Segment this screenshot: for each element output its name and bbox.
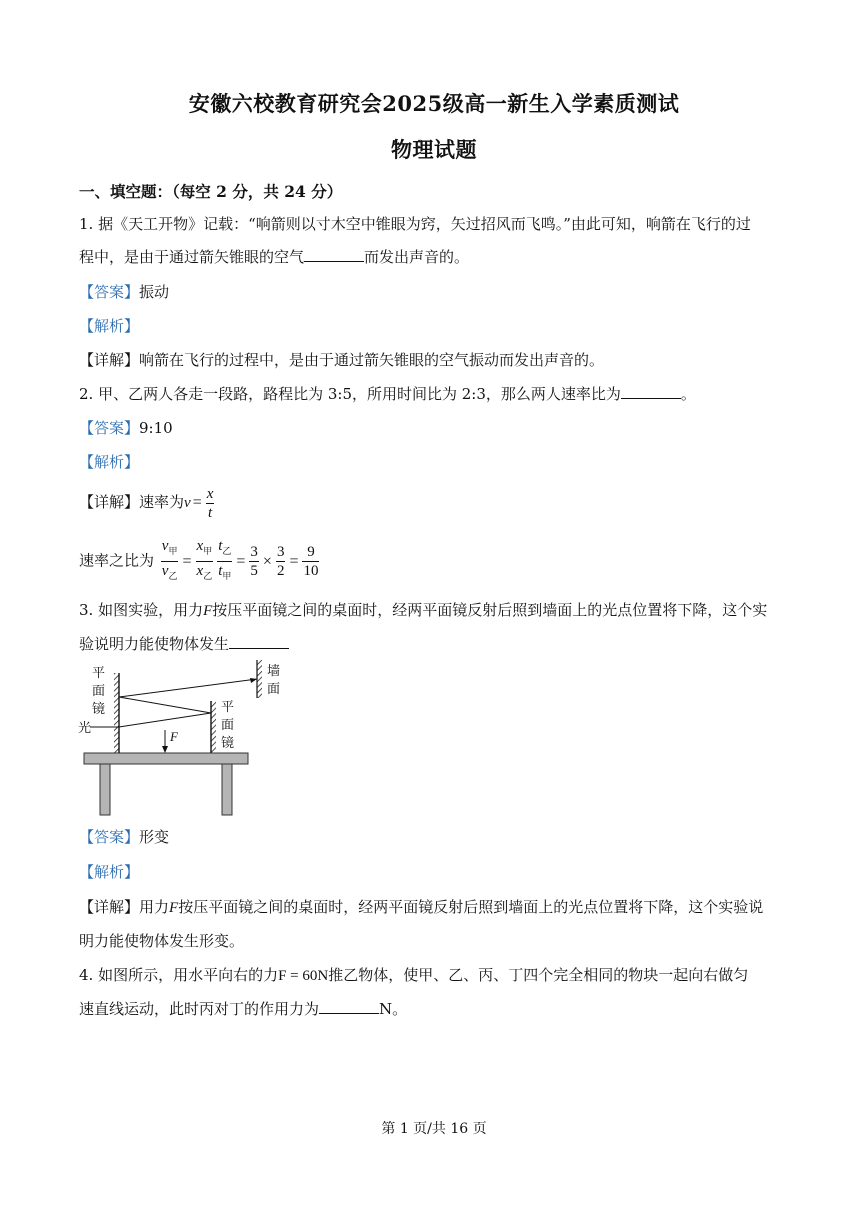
frac-x-ratio: $\frac{x_甲}{x_乙}$ <box>196 538 213 582</box>
exam-title: 安徽六校教育研究会2025级高一新生入学素质测试 <box>188 91 680 116</box>
mirror-experiment-diagram <box>76 655 281 820</box>
q3-analysis: 【解析】 <box>79 863 140 881</box>
label-mirror-left-3: 镜 <box>92 702 106 717</box>
right-mirror <box>211 701 216 753</box>
q1-detail: 【详解】响箭在飞行的过程中，是由于通过箭矢锥眼的空气振动而发出声音的。 <box>79 351 605 369</box>
frac-t-ratio: $\frac{t_乙}{t_甲}$ <box>218 538 232 582</box>
formula-x-over-t: $\frac{x}{t}$ <box>206 485 214 521</box>
label-force: F <box>170 729 178 744</box>
q1-line2: 程中，是由于通过箭矢锥眼的空气 而发出声音的。 <box>79 248 470 266</box>
section-heading: 一、填空题：（每空 2 分，共 24 分） <box>79 182 343 201</box>
q2-line1: 2. 甲、乙两人各走一段路，路程比为 3:5，所用时间比为 2:3，那么两人速率比为 。 <box>79 385 696 403</box>
q3-blank <box>229 634 289 649</box>
q1-blank <box>304 247 364 262</box>
label-light: 光 <box>78 721 92 736</box>
q2-blank <box>621 384 681 399</box>
q2-detail: 【详解】速率为v = $\frac{x}{t}$ <box>79 485 214 521</box>
label-mirror-right-3: 镜 <box>221 736 235 751</box>
label-wall-1: 墙 <box>267 664 281 679</box>
table-top <box>84 753 248 764</box>
q3-detail-line2: 明力能使物体发生形变。 <box>79 932 245 950</box>
wall <box>257 660 262 698</box>
label-mirror-left-2: 面 <box>92 684 106 699</box>
frac-v-ratio: $\frac{v_甲}{v_乙}$ <box>161 538 178 582</box>
label-mirror-left-1: 平 <box>92 666 106 681</box>
left-mirror <box>114 673 119 753</box>
label-mirror-right-2: 面 <box>221 718 235 733</box>
q1-line1: 1. 据《天工开物》记载：“响箭则以寸木空中锥眼为窍，矢过招风而飞鸣。”由此可知，响箭在飞行的过 <box>79 215 751 233</box>
q4-line1: 4. 如图所示，用水平向右的力F = 60N推乙物体，使甲、乙、丙、丁四个完全相同的物块一起向右做匀 <box>79 966 749 984</box>
frac-9-10: $\frac{9}{10}$ <box>303 544 319 579</box>
q3-line2: 验说明力能使物体发生 <box>79 634 289 654</box>
label-mirror-right-1: 平 <box>221 700 235 715</box>
q4-line2: 速直线运动，此时丙对丁的作用力为 N。 <box>79 1000 408 1018</box>
label-wall-2: 面 <box>267 682 281 697</box>
q4-blank <box>319 999 379 1014</box>
q2-answer: 【答案】9:10 <box>79 419 173 437</box>
q1-analysis: 【解析】 <box>79 317 140 335</box>
q1-answer: 【答案】振动 <box>79 283 170 301</box>
page-footer: 第 1 页/共 16 页 <box>381 1121 487 1137</box>
table-leg-right <box>222 764 232 815</box>
q3-line1: 3. 如图实验，用力F按压平面镜之间的桌面时，经两平面镜反射后照到墙面上的光点位置将下降，这个实 <box>79 601 768 619</box>
q2-analysis: 【解析】 <box>79 453 140 471</box>
q2-ratio: 速率之比为 $\frac{v_甲}{v_乙}$ = $\frac{x_甲}{x_乙}$ $\frac{t_乙}{t_甲}$ = $\frac{3}{5}$ × $\frac{3}{2}$ = $\frac{9}{10}$ <box>79 537 321 586</box>
q3-answer: 【答案】形变 <box>79 828 170 846</box>
exam-subtitle: 物理试题 <box>391 137 477 162</box>
frac-3-2: $\frac{3}{2}$ <box>276 544 285 579</box>
table-leg-left <box>100 764 110 815</box>
frac-3-5: $\frac{3}{5}$ <box>250 544 258 579</box>
q3-detail-line1: 【详解】用力F按压平面镜之间的桌面时，经两平面镜反射后照到墙面上的光点位置将下降，这个实验说 <box>79 898 764 916</box>
